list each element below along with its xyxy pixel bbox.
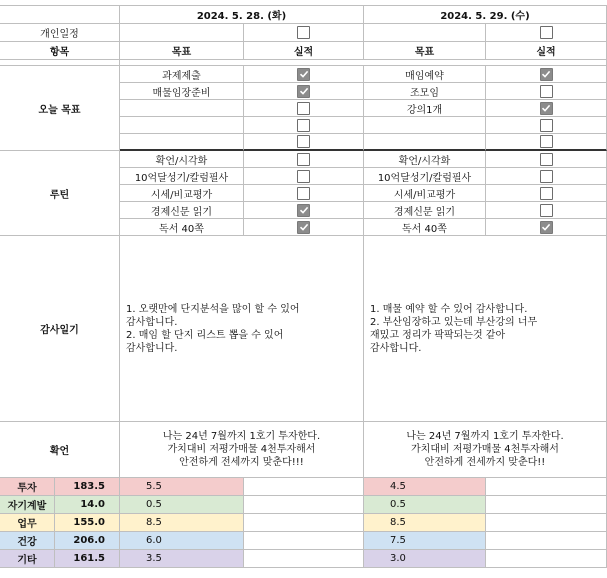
day2-hours: 7.5 [364, 532, 486, 550]
day1-affirmation-line: 나는 24년 7월까지 1호기 투자한다. [162, 431, 321, 442]
day2-gratitude-line: 재밌고 정리가 팍팍되는것 같아 [370, 329, 506, 341]
day1-affirmation-line: 안전하게 전세까지 맞춘다!!! [179, 457, 304, 468]
day2-routine-check-cell [486, 151, 607, 168]
day2-routine-checkbox[interactable] [540, 221, 553, 234]
day2-affirmation-text [406, 430, 563, 469]
day1-hours: 3.5 [120, 550, 244, 568]
category-total: 206.0 [55, 532, 120, 550]
item-header: 항목 [0, 42, 120, 60]
day2-routine-check-cell [486, 202, 607, 219]
day2-routine-item: 시세/비교평가 [364, 185, 486, 202]
category-name: 자기계발 [0, 496, 55, 514]
day1-date: 2024. 5. 28. (화) [120, 6, 364, 24]
category-name: 건강 [0, 532, 55, 550]
day2-goal-checkbox[interactable] [540, 102, 553, 115]
checkmark-icon [299, 205, 309, 215]
day2-personal-checkbox[interactable] [540, 26, 553, 39]
day2-hours-blank [486, 514, 607, 532]
day1-hours: 0.5 [120, 496, 244, 514]
day1-hours-blank [244, 550, 364, 568]
day2-gratitude-line: 1. 매물 예약 할 수 있어 감사합니다. [370, 303, 528, 315]
day2-hours-blank [486, 496, 607, 514]
day1-goal-item [120, 117, 244, 134]
category-total: 14.0 [55, 496, 120, 514]
day1-gratitude [120, 236, 364, 422]
day2-routine-checkbox[interactable] [540, 153, 553, 166]
day1-routine-checkbox[interactable] [297, 187, 310, 200]
day1-gratitude-text [126, 303, 300, 355]
checkmark-icon [541, 103, 551, 113]
day1-affirmation-line: 가치대비 저평가매물 4천투자해서 [167, 444, 316, 455]
day1-routine-checkbox[interactable] [297, 153, 310, 166]
day1-goal-item [120, 100, 244, 117]
day2-goal-checkbox[interactable] [540, 135, 553, 148]
day1-goal-check-cell [244, 100, 364, 117]
personal-schedule-label: 개인일정 [0, 24, 120, 42]
day2-routine-check-cell [486, 168, 607, 185]
day2-hours: 8.5 [364, 514, 486, 532]
corner-cell [0, 6, 120, 24]
day1-routine-checkbox[interactable] [297, 204, 310, 217]
day1-hours-blank [244, 478, 364, 496]
day2-goal-item: 강의1개 [364, 100, 486, 117]
category-total: 183.5 [55, 478, 120, 496]
today-goal-label: 오늘 목표 [0, 66, 120, 151]
day1-goal-item: 과제제출 [120, 66, 244, 83]
day2-hours-blank [486, 550, 607, 568]
day1-goal-item: 매물임장준비 [120, 83, 244, 100]
day2-gratitude-text [370, 303, 537, 355]
day1-affirmation [120, 422, 364, 478]
day2-goal-item: 매임예약 [364, 66, 486, 83]
day1-routine-item: 확언/시각화 [120, 151, 244, 168]
day1-routine-checkbox[interactable] [297, 221, 310, 234]
day2-personal-text [364, 24, 486, 42]
day1-goal-item [120, 134, 244, 151]
category-name: 업무 [0, 514, 55, 532]
category-name: 투자 [0, 478, 55, 496]
day2-hours: 4.5 [364, 478, 486, 496]
day2-routine-item: 10억달성기/칼럼필사 [364, 168, 486, 185]
day2-goal-check-cell [486, 100, 607, 117]
day2-goal-checkbox[interactable] [540, 68, 553, 81]
day1-goal-checkbox[interactable] [297, 135, 310, 148]
day2-goal-header: 목표 [364, 42, 486, 60]
day2-routine-item: 확언/시각화 [364, 151, 486, 168]
checkmark-icon [541, 69, 551, 79]
day2-affirmation-line: 안전하게 전세까지 맞춘다!! [424, 457, 546, 468]
day2-affirmation-line: 가치대비 저평가매물 4천투자해서 [411, 444, 559, 455]
day2-goal-item: 조모임 [364, 83, 486, 100]
day1-routine-check-cell [244, 151, 364, 168]
day1-routine-check-cell [244, 168, 364, 185]
day1-personal-text [120, 24, 244, 42]
day2-affirmation-line: 나는 24년 7월까지 1호기 투자한다. [406, 431, 564, 442]
day2-goal-item [364, 134, 486, 151]
category-total: 161.5 [55, 550, 120, 568]
day1-goal-checkbox[interactable] [297, 85, 310, 98]
day2-hours: 3.0 [364, 550, 486, 568]
day1-hours: 6.0 [120, 532, 244, 550]
day2-gratitude-line: 감사합니다. [370, 342, 422, 354]
day1-gratitude-line: 감사합니다. [126, 316, 178, 328]
day2-routine-checkbox[interactable] [540, 187, 553, 200]
day2-goal-checkbox[interactable] [540, 85, 553, 98]
day1-hours: 5.5 [120, 478, 244, 496]
day1-hours-blank [244, 496, 364, 514]
day2-gratitude [364, 236, 607, 422]
gratitude-label: 감사일기 [0, 236, 120, 422]
day1-routine-item: 시세/비교평가 [120, 185, 244, 202]
day1-goal-checkbox[interactable] [297, 68, 310, 81]
day2-hours: 0.5 [364, 496, 486, 514]
day1-goal-header: 목표 [120, 42, 244, 60]
day2-affirmation [364, 422, 607, 478]
day2-routine-item: 독서 40쪽 [364, 219, 486, 236]
category-name: 기타 [0, 550, 55, 568]
day2-goal-checkbox[interactable] [540, 119, 553, 132]
day1-routine-check-cell [244, 202, 364, 219]
checkmark-icon [541, 222, 551, 232]
day1-hours: 8.5 [120, 514, 244, 532]
day2-result-header: 실적 [486, 42, 607, 60]
affirmation-label: 확언 [0, 422, 120, 478]
day1-hours-blank [244, 532, 364, 550]
day2-gratitude-line: 2. 부산임장하고 있는데 부산강의 너무 [370, 316, 538, 328]
checkmark-icon [299, 69, 309, 79]
day1-personal-checkbox[interactable] [297, 26, 310, 39]
day1-goal-check-cell [244, 66, 364, 83]
day1-gratitude-line: 1. 오랫만에 단지분석을 많이 할 수 있어 [126, 303, 300, 315]
day1-routine-checkbox[interactable] [297, 170, 310, 183]
day2-routine-checkbox[interactable] [540, 204, 553, 217]
day2-hours-blank [486, 478, 607, 496]
day2-hours-blank [486, 532, 607, 550]
day1-affirmation-text [163, 430, 320, 469]
day2-date: 2024. 5. 29. (수) [364, 6, 607, 24]
day2-routine-checkbox[interactable] [540, 170, 553, 183]
day2-goal-check-cell [486, 117, 607, 134]
day1-routine-item: 10억달성기/칼럼필사 [120, 168, 244, 185]
day1-personal-check-cell [244, 24, 364, 42]
day1-goal-check-cell [244, 134, 364, 151]
day2-goal-item [364, 117, 486, 134]
day1-gratitude-line: 2. 매임 할 단지 리스트 뽑을 수 있어 [126, 329, 284, 341]
day1-goal-checkbox[interactable] [297, 119, 310, 132]
day2-personal-check-cell [486, 24, 607, 42]
checkmark-icon [299, 86, 309, 96]
day1-goal-check-cell [244, 117, 364, 134]
day1-goal-checkbox[interactable] [297, 102, 310, 115]
day2-routine-check-cell [486, 219, 607, 236]
day1-routine-check-cell [244, 219, 364, 236]
day1-hours-blank [244, 514, 364, 532]
day1-result-header: 실적 [244, 42, 364, 60]
checkmark-icon [299, 222, 309, 232]
day2-goal-check-cell [486, 134, 607, 151]
category-total: 155.0 [55, 514, 120, 532]
day2-routine-check-cell [486, 185, 607, 202]
day1-gratitude-line: 감사합니다. [126, 342, 178, 354]
routine-label: 루틴 [0, 151, 120, 236]
day1-routine-item: 독서 40쪽 [120, 219, 244, 236]
day1-routine-check-cell [244, 185, 364, 202]
day2-goal-check-cell [486, 83, 607, 100]
day1-routine-item: 경제신문 읽기 [120, 202, 244, 219]
day2-goal-check-cell [486, 66, 607, 83]
day1-goal-check-cell [244, 83, 364, 100]
day2-routine-item: 경제신문 읽기 [364, 202, 486, 219]
